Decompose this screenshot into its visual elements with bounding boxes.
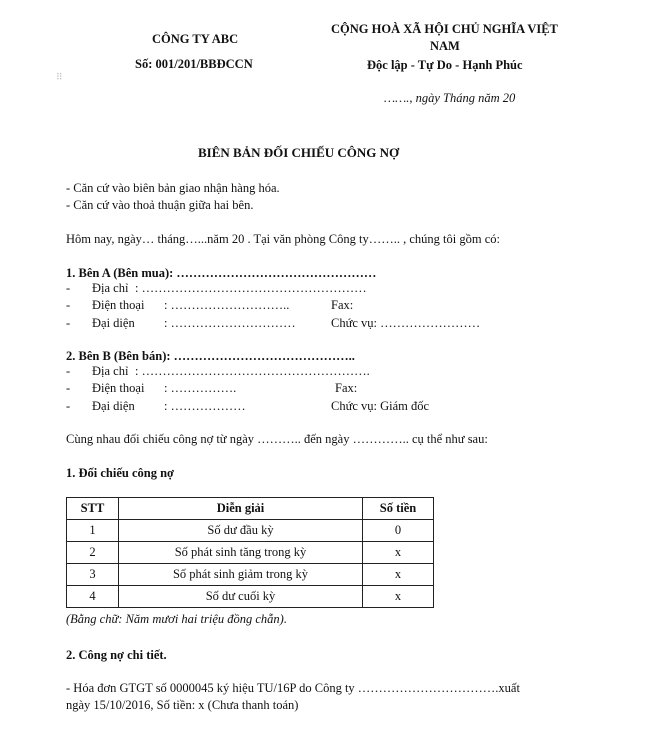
party-a-phone-value: : ……………………….. (164, 298, 290, 312)
party-b-address-value: : ………………………………………………. (135, 364, 370, 378)
document-number: Số: 001/201/BBĐCCN (135, 57, 253, 71)
cell-description: Số dư cuối kỳ (119, 586, 363, 608)
header-amount: Số tiền (363, 498, 434, 520)
compare-text: Cùng nhau đối chiếu công nợ từ ngày ……….. đến ngày ………….. cụ thể như sau: (66, 432, 488, 446)
party-b-phone-value: : ……………. (164, 381, 237, 395)
party-a-phone-label: Điện thoại (92, 298, 145, 312)
detail-line: - Hóa đơn GTGT số 0000045 ký hiệu TU/16P do Công ty …………………………….xuất (66, 681, 520, 695)
document-title: BIÊN BẢN ĐỐI CHIẾU CÔNG NỢ (198, 145, 400, 160)
cell-stt: 3 (67, 564, 119, 586)
dash: - (66, 381, 71, 395)
party-b-rep-label: Đại diện (92, 399, 135, 413)
amount-in-words: (Bằng chữ: Năm mươi hai triệu đồng chẵn). (66, 612, 287, 626)
table-header-row (67, 498, 434, 520)
cell-description: Số phát sinh tăng trong kỳ (119, 542, 363, 564)
dash: - (66, 364, 71, 378)
table-row (67, 564, 434, 586)
nation-title-line2: NAM (430, 39, 460, 53)
party-b-rep-value: : ……………… (164, 399, 246, 413)
drag-handle-icon[interactable]: ⠿ (56, 73, 63, 83)
cell-stt: 4 (67, 586, 119, 608)
cell-amount: 0 (363, 520, 434, 542)
cell-description: Số phát sinh giảm trong kỳ (119, 564, 363, 586)
cell-amount: x (363, 564, 434, 586)
cell-description: Số dư đầu kỳ (119, 520, 363, 542)
party-a-position: Chức vụ: …………………… (331, 316, 481, 330)
detail-line: ngày 15/10/2016, Số tiền: x (Chưa thanh toán) (66, 698, 299, 712)
dash: - (66, 316, 71, 330)
party-a-rep-value: : ………………………… (164, 316, 296, 330)
dash: - (66, 298, 71, 312)
cell-stt: 1 (67, 520, 119, 542)
header-stt: STT (67, 498, 119, 520)
party-a-fax: Fax: (331, 298, 354, 312)
party-a-address-value: : ……………………………………………… (135, 281, 367, 295)
cell-stt: 2 (67, 542, 119, 564)
intro-text: Hôm nay, ngày… tháng…...năm 20 . Tại văn phòng Công ty…….. , chúng tôi gồm có: (66, 232, 500, 246)
party-a-rep-label: Đại diện (92, 316, 135, 330)
party-b-position: Chức vụ: Giám đốc (331, 399, 430, 413)
party-b-address-label: Địa chỉ (92, 364, 129, 378)
dash: - (66, 281, 71, 295)
party-b-fax: Fax: (335, 381, 358, 395)
debt-table (66, 497, 434, 608)
basis-line: - Căn cứ vào biên bản giao nhận hàng hóa. (66, 181, 280, 195)
table-row (67, 520, 434, 542)
basis-line: - Căn cứ vào thoả thuận giữa hai bên. (66, 198, 254, 212)
table-row (67, 542, 434, 564)
company-name: CÔNG TY ABC (152, 32, 239, 46)
dash: - (66, 399, 71, 413)
date-line: ……., ngày Tháng năm 20 (384, 91, 516, 105)
party-a-address-label: Địa chỉ (92, 281, 129, 295)
section1-title: 1. Đối chiếu công nợ (66, 466, 174, 480)
table-row (67, 586, 434, 608)
cell-amount: x (363, 542, 434, 564)
party-a-heading: 1. Bên A (Bên mua): ………………………………………… (66, 266, 377, 280)
nation-title-line1: CỘNG HOÀ XÃ HỘI CHỦ NGHĨA VIỆT (331, 22, 558, 36)
motto: Độc lập - Tự Do - Hạnh Phúc (367, 58, 523, 72)
party-b-heading: 2. Bên B (Bên bán): …………………………………….. (66, 349, 355, 363)
cell-amount: x (363, 586, 434, 608)
section2-title: 2. Công nợ chi tiết. (66, 648, 167, 662)
header-description: Diễn giải (119, 498, 363, 520)
party-b-phone-label: Điện thoại (92, 381, 145, 395)
